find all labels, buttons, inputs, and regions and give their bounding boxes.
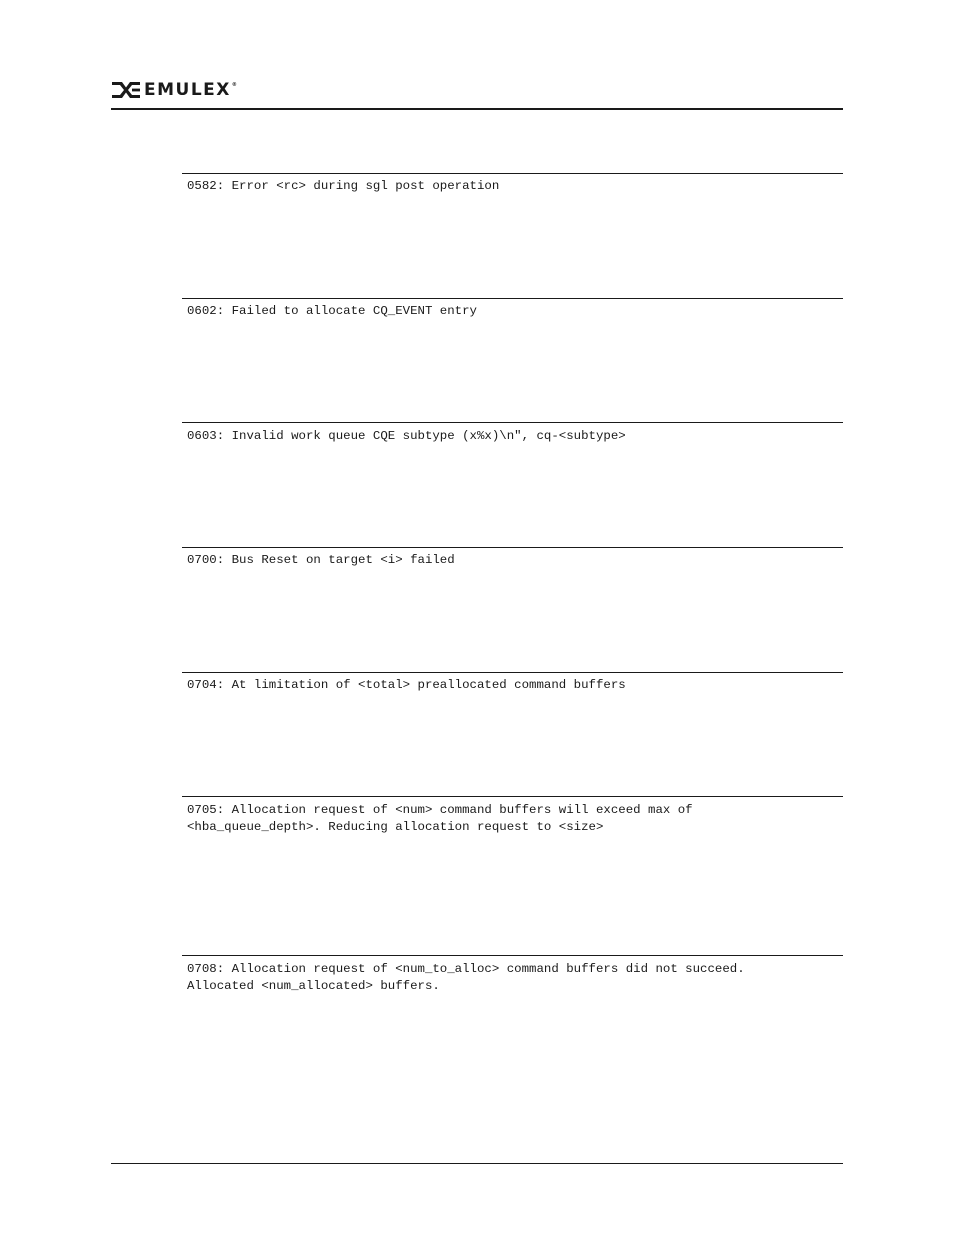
message-divider <box>182 298 843 299</box>
message-0700: 0700: Bus Reset on target <i> failed <box>187 553 455 567</box>
message-divider <box>182 796 843 797</box>
emulex-logo-icon <box>111 81 141 99</box>
message-divider <box>182 422 843 423</box>
message-divider <box>182 173 843 174</box>
message-0705: 0705: Allocation request of <num> command buffers will exceed max of <hba_queue_depth>. Reducing allocation request to <size> <box>187 803 693 834</box>
message-0582: 0582: Error <rc> during sgl post operation <box>187 179 500 193</box>
message-0603: 0603: Invalid work queue CQE subtype (x%x)\n", cq-<subtype> <box>187 429 626 443</box>
header-divider <box>111 108 843 110</box>
message-divider <box>182 955 843 956</box>
message-0602: 0602: Failed to allocate CQ_EVENT entry <box>187 304 477 318</box>
logo-text: EMULEX <box>144 80 231 100</box>
logo-wordmark <box>144 81 238 99</box>
page-header <box>111 80 238 100</box>
message-divider <box>182 547 843 548</box>
message-divider <box>182 672 843 673</box>
footer-divider <box>111 1163 843 1164</box>
message-0704: 0704: At limitation of <total> preallocated command buffers <box>187 678 626 692</box>
logo-trademark: ® <box>231 82 239 88</box>
message-0708: 0708: Allocation request of <num_to_alloc> command buffers did not succeed. Allocated <num_allocated> buffers. <box>187 962 745 993</box>
